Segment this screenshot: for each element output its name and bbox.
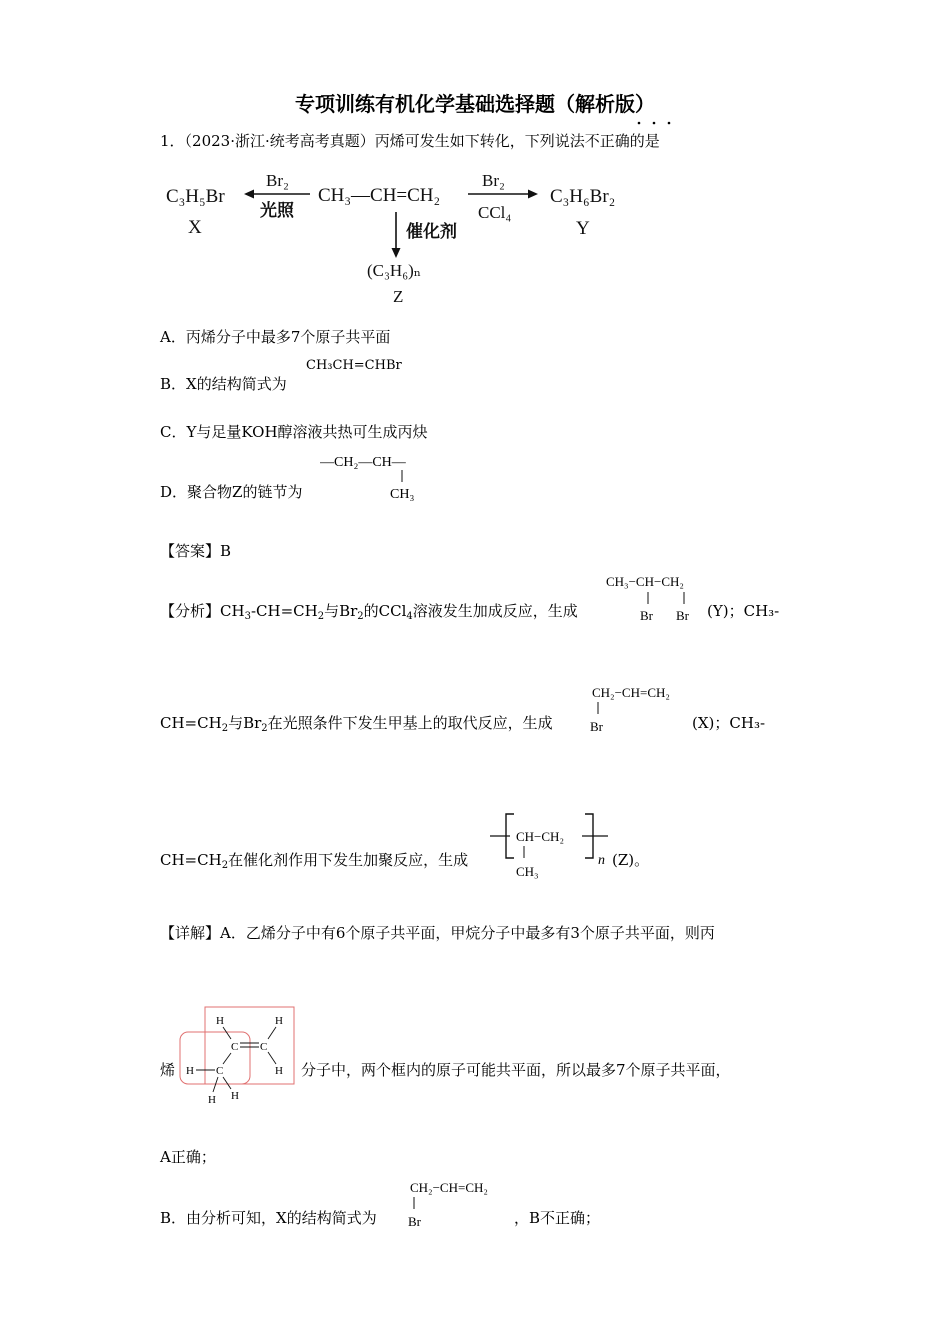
structure-z-chain: CH−CH₂: [516, 829, 564, 844]
option-d-main-chain: —CH₂—CH—: [320, 455, 406, 470]
question-text-end: 的是: [629, 132, 660, 150]
right-reagent: Br₂: [482, 171, 505, 190]
analysis-text: CH=CH: [160, 714, 222, 732]
analysis-text: 与Br: [324, 602, 358, 620]
subscript: 4: [406, 611, 413, 622]
subscript: 3: [244, 611, 251, 622]
product-y-formula: C₃H₆Br₂: [550, 186, 616, 207]
analysis-line-2-tail: (X)；CH₃-: [692, 714, 766, 732]
structure-y-chain: CH₃−CH−CH₂: [606, 574, 684, 589]
product-x-label: X: [188, 217, 202, 238]
option-d-structure: [320, 448, 440, 508]
product-x-formula: C₃H₅Br: [166, 186, 225, 207]
structure-x-br: Br: [408, 1214, 421, 1229]
atom-c: C: [216, 1065, 224, 1077]
structure-x-chain: CH₂−CH=CH₂: [592, 685, 670, 700]
subscript: 2: [221, 860, 229, 871]
question-number: 1．: [160, 132, 185, 150]
atom-h: H: [208, 1094, 216, 1106]
option-d: D．聚合物Z的链节为: [160, 483, 303, 501]
atom-h: H: [275, 1065, 283, 1077]
option-a: A．丙烯分子中最多7个原子共平面: [160, 328, 391, 346]
option-b-formula: CH₃CH=CHBr: [306, 358, 402, 373]
analysis-text: 在光照条件下发生甲基上的取代反应，生成: [267, 714, 553, 732]
option-b: B．X的结构简式为: [160, 375, 287, 393]
page-title: 专项训练有机化学基础选择题（解析版）: [295, 92, 655, 116]
analysis-line-2: [160, 712, 553, 734]
structure-z-branch: CH₃: [516, 864, 539, 879]
detail-line-4-end: ，B不正确；: [514, 1209, 601, 1227]
structure-y-br1: Br: [640, 608, 653, 623]
right-condition: CCl₄: [478, 203, 512, 222]
left-arrowhead: [244, 190, 254, 199]
option-d-branch: CH₃: [390, 487, 415, 502]
structure-z: [488, 808, 613, 883]
subscript: 2: [261, 723, 268, 734]
product-y-label: Y: [576, 218, 590, 239]
analysis-line-1: [160, 600, 578, 622]
reaction-scheme: [160, 160, 640, 310]
analysis-line-1-tail: (Y)；CH₃-: [707, 602, 780, 620]
structure-y-br2: Br: [676, 608, 689, 623]
structure-x-br: Br: [590, 719, 603, 734]
detail-line-2: 分子中，两个框内的原子可能共平面，所以最多7个原子共平面，: [301, 1061, 731, 1079]
molecule-bonds: [196, 1027, 276, 1092]
left-condition: 光照: [260, 201, 294, 220]
detail-line-2-start: 烯: [160, 1061, 176, 1079]
product-z-formula: (C₃H₆)ₙ: [367, 261, 422, 280]
emphasis-dots: [630, 118, 690, 128]
subscript: 2: [317, 611, 325, 622]
analysis-text: 溶液发生加成反应，生成: [412, 602, 578, 620]
structure-y: [606, 568, 716, 630]
subscript: 2: [221, 723, 229, 734]
product-z-label: Z: [393, 287, 404, 306]
question-stem: [160, 130, 660, 151]
analysis-text: 与Br: [228, 714, 262, 732]
atom-h: H: [216, 1015, 224, 1027]
atom-h: H: [275, 1015, 283, 1027]
subscript: 2: [357, 611, 364, 622]
question-source: （2023·浙江·统考高考真题）: [184, 132, 375, 150]
structure-x-detail: [406, 1176, 516, 1234]
analysis-line-3: [160, 849, 468, 871]
detail-line-3: A正确；: [160, 1148, 216, 1166]
question-text: 丙烯可发生如下转化，下列说法: [374, 132, 585, 150]
atom-c: C: [231, 1041, 239, 1053]
option-c: C．Y与足量KOH醇溶液共热可生成丙炔: [160, 423, 428, 441]
analysis-text: CH=CH: [160, 851, 222, 869]
analysis-text: 【分析】CH: [160, 602, 245, 620]
answer-text: 【答案】B: [160, 542, 232, 560]
analysis-line-3-tail: (Z)。: [612, 851, 650, 869]
structure-x: [588, 680, 698, 740]
atom-h: H: [231, 1090, 239, 1102]
analysis-text: -CH=CH: [250, 602, 318, 620]
down-condition: 催化剂: [406, 222, 457, 241]
detail-line-4: B．由分析可知，X的结构简式为: [160, 1209, 377, 1227]
atom-h: H: [186, 1065, 194, 1077]
detail-line-1: 【详解】A．乙烯分子中有6个原子共平面，甲烷分子中最多有3个原子共平面，则丙: [160, 924, 715, 942]
atom-c: C: [260, 1041, 268, 1053]
structure-x-chain: CH₂−CH=CH₂: [410, 1180, 488, 1195]
down-arrowhead: [392, 248, 401, 258]
analysis-text: 的CCl: [363, 602, 407, 620]
analysis-text: 在催化剂作用下发生加聚反应，生成: [228, 851, 469, 869]
right-arrowhead: [528, 190, 538, 199]
repeat-n: n: [598, 853, 605, 868]
propene-molecule-diagram: [176, 1004, 298, 1110]
emphasized-text: 不正确: [584, 132, 630, 150]
propene-formula: CH₃—CH=CH₂: [318, 185, 441, 206]
left-reagent: Br₂: [266, 171, 289, 190]
